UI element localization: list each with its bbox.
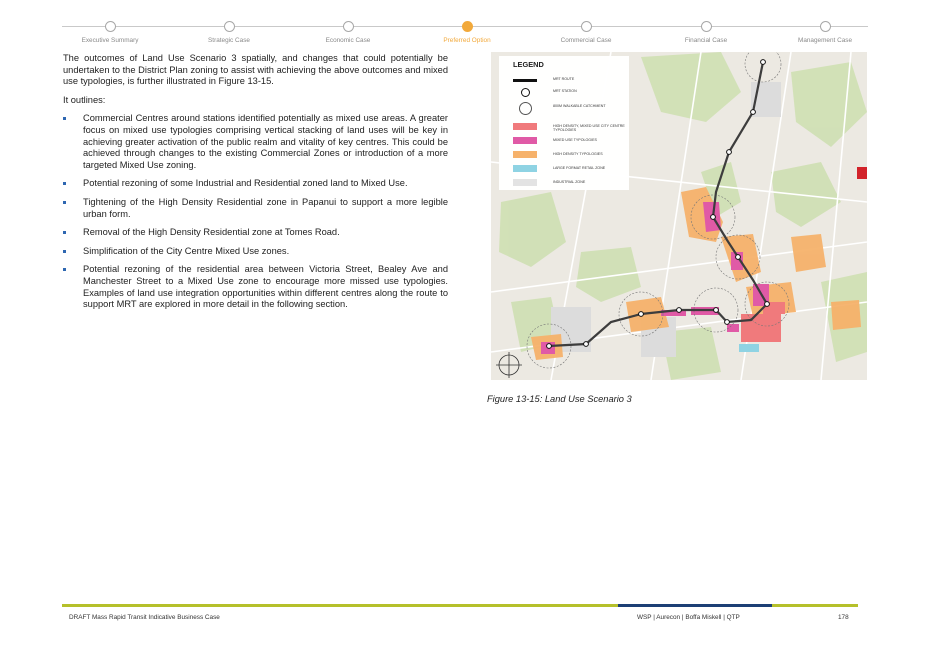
figure-caption: Figure 13-15: Land Use Scenario 3	[487, 394, 632, 404]
bullet-icon	[63, 250, 66, 253]
legend-label: HIGH DENSITY, MIXED USE CITY CENTRE TYPOLOGIES	[553, 124, 625, 133]
legend-label: HIGH DENSITY TYPOLOGIES	[553, 152, 603, 156]
bullet-icon	[63, 182, 66, 185]
footer-document-title: DRAFT Mass Rapid Transit Indicative Business Case	[69, 614, 220, 621]
step-management-case[interactable]	[765, 18, 885, 44]
list-item-text: Potential rezoning of the residential area between Victoria Street, Bealey Ave and Manchester Street to a Mixed Use zone to encourage more missed use typologies. Examples of land use integration opportunities within different centres along the route to support MRT are explored in more detail in the following section.	[83, 264, 448, 310]
body-text	[63, 53, 448, 318]
list-item-text: Tightening of the High Density Residential zone in Papanui to support a more legible urban form.	[83, 196, 448, 219]
legend-label: 800M WALKABLE CATCHMENT	[553, 104, 606, 108]
step-label: Preferred Option	[443, 37, 491, 44]
legend-swatch	[513, 165, 537, 172]
legend-swatch	[513, 151, 537, 158]
step-dot	[343, 21, 354, 32]
legend-title: LEGEND	[513, 60, 544, 69]
bullet-icon	[63, 117, 66, 120]
step-economic-case[interactable]	[288, 18, 408, 44]
step-label: Economic Case	[325, 37, 371, 44]
legend-label: MRT ROUTE	[553, 77, 575, 81]
step-dot	[224, 21, 235, 32]
station-circle-icon	[521, 88, 530, 97]
bullet-icon	[63, 201, 66, 204]
legend-swatch	[513, 179, 537, 186]
footer-rule	[62, 604, 858, 607]
list-item	[63, 227, 448, 239]
legend-label: INDUSTRIAL ZONE	[553, 180, 586, 184]
list-item	[63, 113, 448, 171]
step-dot-active	[462, 21, 473, 32]
step-preferred-option[interactable]	[407, 18, 527, 44]
legend-label: MIXED USE TYPOLOGIES	[553, 138, 597, 142]
progress-stepper	[62, 18, 868, 50]
step-executive-summary[interactable]	[50, 18, 170, 44]
catchment-circle-icon	[519, 102, 532, 115]
step-strategic-case[interactable]	[169, 18, 289, 44]
outline-list	[63, 113, 448, 310]
list-item	[63, 197, 448, 220]
legend-label: MRT STATION	[553, 89, 577, 93]
list-item	[63, 264, 448, 310]
step-label: Management Case	[798, 37, 852, 44]
bullet-icon	[63, 268, 66, 271]
step-commercial-case[interactable]	[526, 18, 646, 44]
legend-swatch	[513, 123, 537, 130]
step-label: Executive Summary	[81, 37, 139, 44]
land-use-map	[491, 52, 867, 380]
list-item-text: Potential rezoning of some Industrial and Residential zoned land to Mixed Use.	[83, 178, 408, 189]
list-item	[63, 246, 448, 258]
step-financial-case[interactable]	[646, 18, 766, 44]
route-line-icon	[513, 79, 537, 82]
list-item-text: Removal of the High Density Residential zone at Tomes Road.	[83, 227, 340, 238]
outlines-label: It outlines:	[63, 94, 106, 105]
page-number: 178	[838, 614, 849, 621]
step-dot	[701, 21, 712, 32]
step-dot	[820, 21, 831, 32]
step-dot	[581, 21, 592, 32]
legend-swatch	[513, 137, 537, 144]
legend-label: LARGE FORMAT RETAIL ZONE	[553, 166, 606, 170]
list-item	[63, 178, 448, 190]
step-label: Financial Case	[684, 37, 728, 44]
step-label: Commercial Case	[560, 37, 612, 44]
list-item-text: Simplification of the City Centre Mixed Use zones.	[83, 245, 290, 256]
intro-paragraph: The outcomes of Land Use Scenario 3 spatially, and changes that could potentially be undertaken to the District Plan zoning to assist with achieving the above outcomes and mixed use typologies, is further illustrated in Figure 13-15.	[63, 53, 448, 87]
footer-authors: WSP | Aurecon | Boffa Miskell | QTP	[637, 614, 740, 621]
map-legend	[499, 56, 629, 190]
step-label: Strategic Case	[208, 37, 250, 44]
bullet-icon	[63, 231, 66, 234]
list-item-text: Commercial Centres around stations identified potentially as mixed use areas. A greater focus on mixed use typologies comprising vertical stacking of land uses will be key in achieving greater activation of the public realm and vitality of key centres. This could be achieved through changes to the existing Commercial Zones or introduction of a more targeted Mixed Use zoning.	[83, 113, 448, 170]
step-dot	[105, 21, 116, 32]
